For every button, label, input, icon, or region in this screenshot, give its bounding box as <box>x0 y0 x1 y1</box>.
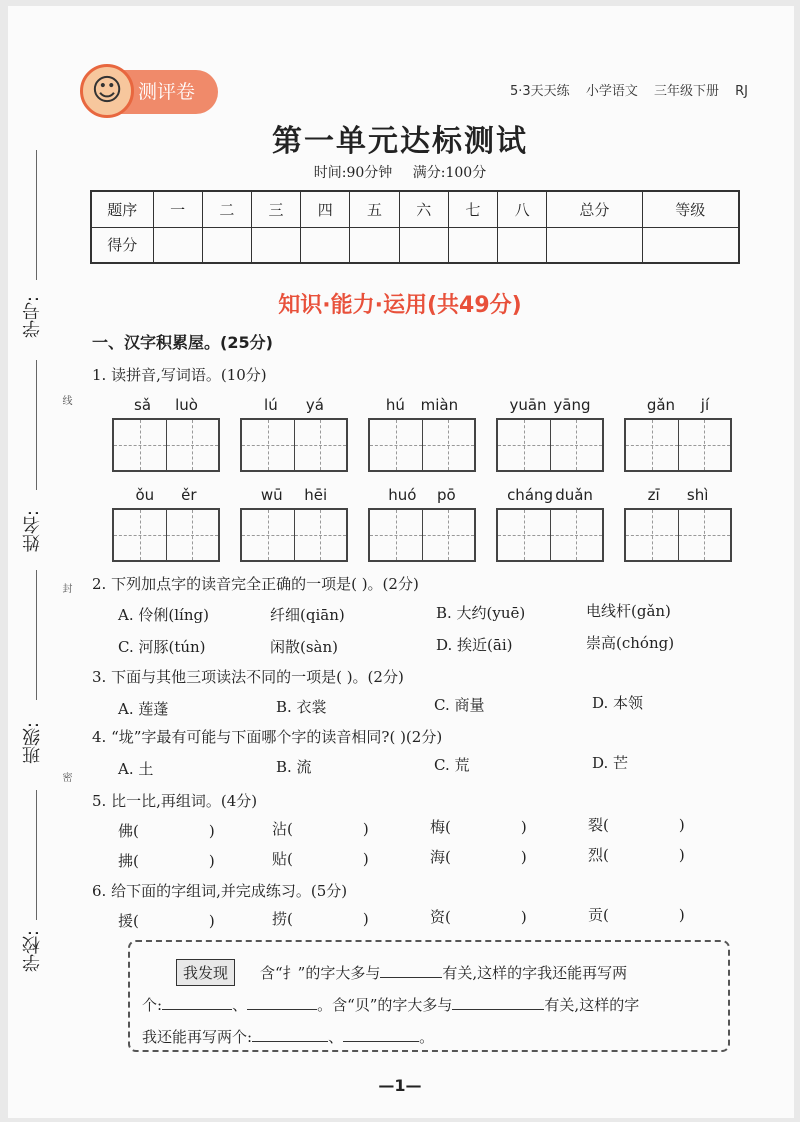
part1-heading: 一、汉字积累屋。(25分) <box>92 333 273 352</box>
paren-close: ) <box>208 912 215 930</box>
score-cell[interactable] <box>642 227 739 263</box>
pinyin: huó <box>388 486 417 504</box>
writing-grid[interactable] <box>240 508 348 562</box>
discover-tag: 我发现 <box>176 959 235 986</box>
writing-grid[interactable] <box>368 508 476 562</box>
word-blank[interactable] <box>588 814 685 835</box>
score-cell[interactable] <box>547 227 642 263</box>
answer-blank[interactable] <box>343 1026 419 1042</box>
score-cell[interactable] <box>202 227 251 263</box>
edition: RJ <box>735 84 748 99</box>
pinyin-item[interactable] <box>496 396 604 472</box>
pinyin: sǎ <box>134 396 152 414</box>
option-c-word2: 闲散(sàn) <box>270 638 339 656</box>
word-blank[interactable] <box>118 910 215 931</box>
word-blank[interactable] <box>588 844 685 865</box>
pinyin-item[interactable] <box>624 396 732 472</box>
paren-close: ) <box>520 848 527 866</box>
score-cell[interactable] <box>448 227 497 263</box>
series-info <box>498 80 748 99</box>
option-b[interactable]: B. 大约(yuē) <box>436 604 526 622</box>
word-char: 沾( <box>272 820 293 838</box>
pinyin-item[interactable] <box>112 486 220 562</box>
option-a[interactable]: A. 莲蓬 <box>118 700 169 718</box>
row-label: 题序 <box>91 191 153 227</box>
grade: 三年级下册 <box>653 84 719 99</box>
paren-close: ) <box>208 822 215 840</box>
pinyin: yuān <box>509 396 547 414</box>
class-label: 班级: <box>22 722 43 765</box>
discover-line-1 <box>260 962 627 983</box>
word-char: 海( <box>430 848 451 866</box>
discover-box <box>128 940 730 1052</box>
column-header: 五 <box>350 191 399 227</box>
writing-grid[interactable] <box>496 508 604 562</box>
discover-text: 个: <box>142 996 163 1014</box>
subject: 小学语文 <box>585 84 638 99</box>
column-header: 四 <box>301 191 350 227</box>
pinyin: jí <box>700 396 710 414</box>
word-blank[interactable] <box>430 846 527 867</box>
answer-blank[interactable] <box>247 994 317 1010</box>
pinyin-item[interactable] <box>240 396 348 472</box>
pinyin: duǎn <box>555 486 593 504</box>
row-label: 得分 <box>91 227 153 263</box>
q5-stem: 5. 比一比,再组词。(4分) <box>92 792 258 810</box>
column-header: 总分 <box>547 191 642 227</box>
exam-meta <box>0 162 800 182</box>
pinyin: hú <box>385 396 405 414</box>
column-header: 一 <box>153 191 202 227</box>
discover-text: 、 <box>232 996 248 1014</box>
seal-mark-secret: 密 <box>60 772 71 782</box>
score-cell[interactable] <box>301 227 350 263</box>
column-header: 三 <box>251 191 300 227</box>
answer-blank[interactable] <box>380 962 442 978</box>
word-blank[interactable] <box>272 908 369 929</box>
seal-mark-line: 线 <box>60 395 71 405</box>
word-char: 佛( <box>118 822 139 840</box>
discover-text: 、 <box>328 1028 344 1046</box>
q3-stem: 3. 下面与其他三项读法不同的一项是( )。(2分) <box>92 668 404 686</box>
student-number-label: 学号: <box>22 296 43 339</box>
paren-close: ) <box>678 846 685 864</box>
paren-close: ) <box>520 818 527 836</box>
writing-grid[interactable] <box>496 418 604 472</box>
section-title: 知识·能力·运用(共49分) <box>278 293 522 318</box>
pinyin: yāng <box>553 396 591 414</box>
word-blank[interactable] <box>430 816 527 837</box>
option-d-word2: 崇高(chóng) <box>586 634 675 652</box>
discover-line-2 <box>142 994 639 1015</box>
paren-close: ) <box>520 908 527 926</box>
pinyin: lú <box>264 396 278 414</box>
writing-grid[interactable] <box>240 418 348 472</box>
word-blank[interactable] <box>118 820 215 841</box>
discover-text: 。 <box>419 1028 435 1046</box>
word-char: 拂( <box>118 852 139 870</box>
test-badge <box>86 70 218 114</box>
paren-close: ) <box>678 906 685 924</box>
pinyin: shì <box>686 486 709 504</box>
badge-label: 测评卷 <box>138 81 196 103</box>
pinyin: miàn <box>420 396 459 414</box>
writing-grid[interactable] <box>624 418 732 472</box>
discover-text: 有关,这样的字 <box>544 996 640 1014</box>
score-cell[interactable] <box>153 227 202 263</box>
option-c[interactable]: C. 荒 <box>434 756 470 774</box>
column-header: 等级 <box>642 191 739 227</box>
paren-close: ) <box>208 852 215 870</box>
writing-grid[interactable] <box>112 508 220 562</box>
pinyin-item[interactable] <box>496 486 604 562</box>
option-d[interactable]: D. 挨近(āi) <box>436 636 513 654</box>
series-name: 5·3天天练 <box>509 84 570 99</box>
discover-text: 有关,这样的字我还能再写两 <box>442 964 628 982</box>
pinyin: yá <box>305 396 324 414</box>
pinyin: luò <box>175 396 198 414</box>
answer-blank[interactable] <box>452 994 544 1010</box>
writing-grid[interactable] <box>368 418 476 472</box>
pinyin: cháng <box>507 486 554 504</box>
full-score: 满分:100分 <box>412 165 487 181</box>
name-label: 姓名: <box>22 510 43 553</box>
q6-stem: 6. 给下面的字组词,并完成练习。(5分) <box>92 882 348 900</box>
column-header: 六 <box>399 191 448 227</box>
word-blank[interactable] <box>272 848 369 869</box>
option-b[interactable]: B. 流 <box>276 758 312 776</box>
discover-text: 含“扌”的字大多与 <box>260 964 381 982</box>
q1-stem: 1. 读拼音,写词语。(10分) <box>92 366 267 384</box>
time-limit: 时间:90分钟 <box>313 165 393 181</box>
option-c[interactable]: C. 河豚(tún) <box>118 638 206 656</box>
pinyin: zī <box>647 486 660 504</box>
pinyin: gǎn <box>646 396 676 414</box>
pinyin-item[interactable] <box>112 396 220 472</box>
pinyin-item[interactable] <box>368 396 476 472</box>
margin-line <box>36 570 37 700</box>
column-header: 二 <box>202 191 251 227</box>
school-label: 学校: <box>22 930 43 973</box>
column-header: 八 <box>498 191 547 227</box>
word-char: 援( <box>118 912 139 930</box>
word-char: 贴( <box>272 850 293 868</box>
option-b-word2: 电线杆(gǎn) <box>586 602 671 620</box>
q4-stem: 4. “垅”字最有可能与下面哪个字的读音相同?( )(2分) <box>92 728 443 746</box>
pinyin: pō <box>437 486 456 504</box>
word-char: 资( <box>430 908 451 926</box>
word-char: 梅( <box>430 818 451 836</box>
discover-text: 。含“贝”的字大多与 <box>317 996 453 1014</box>
answer-blank[interactable] <box>252 1026 328 1042</box>
student-face-icon: ☺ <box>80 64 134 118</box>
paren-close: ) <box>362 820 369 838</box>
option-c[interactable]: C. 商量 <box>434 696 485 714</box>
answer-blank[interactable] <box>162 994 232 1010</box>
option-d[interactable]: D. 本领 <box>592 694 644 712</box>
pinyin-item[interactable] <box>624 486 732 562</box>
option-a[interactable]: A. 伶俐(líng) <box>118 606 209 624</box>
word-char: 捞( <box>272 910 293 928</box>
option-b[interactable]: B. 衣裳 <box>276 698 327 716</box>
page-title: 第一单元达标测试 <box>272 124 528 159</box>
score-table <box>90 190 740 264</box>
q2-stem: 2. 下列加点字的读音完全正确的一项是( )。(2分) <box>92 575 419 593</box>
pinyin: ěr <box>181 486 197 504</box>
word-char: 贡( <box>588 906 609 924</box>
writing-grid[interactable] <box>624 508 732 562</box>
discover-line-3 <box>142 1026 434 1047</box>
paren-close: ) <box>362 850 369 868</box>
word-blank[interactable] <box>588 904 685 925</box>
word-char: 烈( <box>588 846 609 864</box>
paren-close: ) <box>362 910 369 928</box>
option-d[interactable]: D. 芒 <box>592 754 629 772</box>
score-cell[interactable] <box>498 227 547 263</box>
pinyin: wū <box>260 486 283 504</box>
paren-close: ) <box>678 816 685 834</box>
column-header: 七 <box>448 191 497 227</box>
option-a-word2: 纤细(qiān) <box>270 606 345 624</box>
option-a[interactable]: A. 土 <box>118 760 154 778</box>
score-cell[interactable] <box>350 227 399 263</box>
word-char: 裂( <box>588 816 609 834</box>
page-number: —1— <box>378 1076 422 1095</box>
word-blank[interactable] <box>272 818 369 839</box>
pinyin-item[interactable] <box>368 486 476 562</box>
seal-mark-seal: 封 <box>60 583 71 593</box>
discover-text: 我还能再写两个: <box>142 1028 253 1046</box>
word-blank[interactable] <box>430 906 527 927</box>
margin-line <box>36 790 37 920</box>
word-blank[interactable] <box>118 850 215 871</box>
pinyin-item[interactable] <box>240 486 348 562</box>
score-cell[interactable] <box>251 227 300 263</box>
margin-line <box>36 360 37 490</box>
score-cell[interactable] <box>399 227 448 263</box>
pinyin: hēi <box>304 486 328 504</box>
writing-grid[interactable] <box>112 418 220 472</box>
pinyin: ǒu <box>135 486 155 504</box>
